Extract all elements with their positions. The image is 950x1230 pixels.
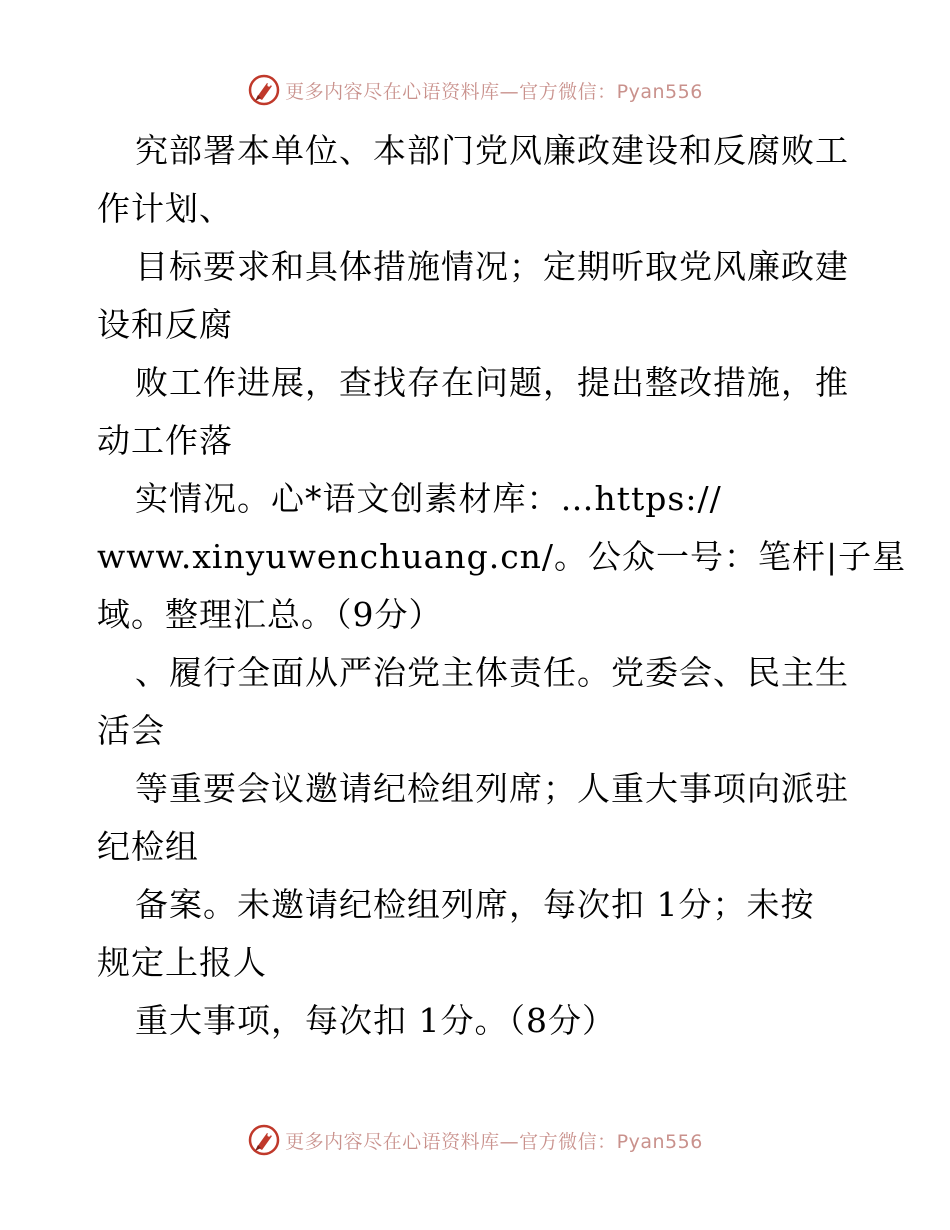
header-banner-text: 更多内容尽在心语资料库—官方微信：Pyan556 — [285, 80, 703, 103]
body-line: 域。整理汇总。（9分） — [97, 595, 443, 634]
document-body — [97, 122, 907, 1050]
body-line: 目标要求和具体措施情况；定期听取党风廉政建 — [135, 247, 849, 286]
body-line: 设和反腐 — [97, 305, 233, 344]
header-banner — [0, 70, 950, 110]
body-line: 纪检组 — [97, 827, 199, 866]
body-line: 动工作落 — [97, 421, 233, 460]
body-line: 等重要会议邀请纪检组列席；人重大事项向派驻 — [135, 769, 849, 808]
footer-banner — [0, 1120, 950, 1160]
pen-nib-logo-icon — [247, 1123, 281, 1157]
body-line: 究部署本单位、本部门党风廉政建设和反腐败工 — [135, 131, 849, 170]
body-line: 活会 — [97, 711, 165, 750]
body-line: 作计划、 — [97, 189, 233, 228]
body-line: www.xinyuwenchuang.cn/。公众一号：笔杆|子星 — [97, 537, 907, 576]
pen-nib-logo-icon — [247, 73, 281, 107]
body-line: 规定上报人 — [97, 943, 267, 982]
footer-banner-text: 更多内容尽在心语资料库—官方微信：Pyan556 — [285, 1130, 703, 1153]
body-line: 实情况。心*语文创素材库：…https:// — [135, 479, 722, 518]
body-line: 败工作进展，查找存在问题，提出整改措施，推 — [135, 363, 849, 402]
body-line: 重大事项，每次扣 1分。（8分） — [135, 1001, 616, 1040]
body-line: 、履行全面从严治党主体责任。党委会、民主生 — [135, 653, 849, 692]
body-line: 备案。未邀请纪检组列席，每次扣 1分；未按 — [135, 885, 815, 924]
